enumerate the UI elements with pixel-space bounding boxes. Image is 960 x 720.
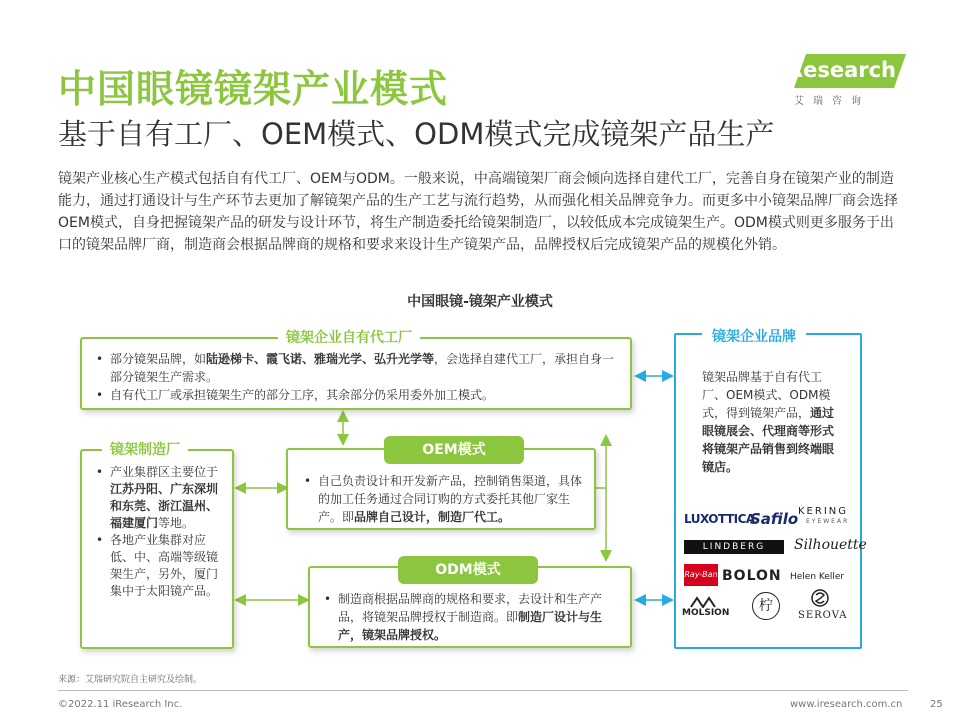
brand-box-text: 镜架品牌基于自有代工厂、OEM模式、ODM模式，得到镜架产品，通过眼镜展会、代理商等形式将镜架产品销售到终端眼镜店。	[702, 370, 835, 474]
kering-logo: KERING	[798, 506, 849, 517]
safilo-logo: Safilo	[750, 510, 799, 528]
molsion-mark-icon	[690, 596, 716, 608]
luxottica-logo: LUXOTTICA	[684, 512, 755, 526]
own-factory-bullet-2: • 自有代工厂或承担镜架生产的部分工序，其余部分仍采用委外加工模式。	[110, 386, 624, 404]
manufacturer-content	[94, 464, 226, 600]
website-link[interactable]: www.iresearch.com.cn	[790, 699, 903, 710]
brand-box-label: 镜架企业品牌	[702, 326, 806, 346]
lindberg-logo: LINDBERG	[684, 540, 784, 554]
serova-mark-icon	[800, 588, 840, 608]
own-factory-content	[94, 350, 624, 404]
silhouette-logo: Silhouette	[794, 537, 867, 553]
rayban-logo: Ray-Ban	[684, 564, 718, 586]
kering-eyewear-logo: EYEWEAR	[806, 518, 850, 525]
seal-logo: 柠	[752, 592, 780, 620]
page-subtitle: 基于自有工厂、OEM模式、ODM模式完成镜架产品生产	[58, 117, 775, 151]
own-factory-bullet-1: • 部分镜架品牌，如陆逊梯卡、霞飞诺、雅瑞光学、弘升光学等，会选择自建代工厂，承担自身一部分镜架生产需求。	[110, 350, 624, 386]
oem-label: OEM模式	[384, 436, 524, 464]
footer-divider	[58, 690, 908, 691]
serova-logo: SEROVA	[798, 610, 848, 621]
odm-label: ODM模式	[398, 556, 538, 584]
manufacturer-bullet-2: • 各地产业集群对应低、中、高端等级镜架生产，另外，厦门集中于太阳镜产品。	[110, 532, 226, 600]
odm-content	[322, 590, 622, 644]
own-factory-label: 镜架企业自有代工厂	[278, 327, 420, 347]
intro-paragraph: 镜架产业核心生产模式包括自有代工厂、OEM与ODM。一般来说，中高端镜架厂商会倾向选择自建代工厂，完善自身在镜架产业的制造能力，通过打通设计与生产环节去更加了解镜架产品的生产工艺与流行趋势，从而强化相关品牌竞争力。而更多中小镜架品牌厂商会选择OEM模式，自身把握镜架产品的研发与设计环节，将生产制造委托给镜架制造厂，以较低成本完成镜架生产。ODM模式则更多服务于出口的镜架品牌厂商，制造商会根据品牌商的规格和要求来设计生产镜架产品，品牌授权后完成镜架产品的规模化外销。	[58, 171, 898, 253]
manufacturer-label: 镜架制造厂	[102, 439, 188, 459]
logo-text: iResearch	[779, 58, 896, 82]
manufacturer-bullet-1: • 产业集群区主要位于江苏丹阳、广东深圳和东莞、浙江温州、福建厦门等地。	[110, 464, 226, 532]
page-number: 25	[930, 699, 943, 710]
molsion-logo: MOLSION	[682, 608, 730, 618]
page-title: 中国眼镜镜架产业模式	[58, 67, 449, 111]
helen-keller-logo: Helen Keller	[790, 572, 845, 582]
copyright: ©2022.11 iResearch Inc.	[58, 699, 183, 710]
oem-bullet-1: • 自己负责设计和开发新产品，控制销售渠道，具体的加工任务通过合同订购的方式委托其他厂家生产。即品牌自己设计，制造厂代工。	[318, 472, 586, 526]
oem-content	[302, 472, 586, 526]
logo-subtext: 艾瑞咨询	[794, 96, 870, 107]
odm-bullet-1: • 制造商根据品牌商的规格和要求，去设计和生产产品，将镜架品牌授权于制造商。即制造厂设计与生产，镜架品牌授权。	[338, 590, 622, 644]
diagram-title: 中国眼镜-镜架产业模式	[407, 294, 553, 310]
source-note: 来源：艾瑞研究院自主研究及绘制。	[58, 675, 203, 685]
bolon-logo: BOLON	[722, 568, 782, 584]
